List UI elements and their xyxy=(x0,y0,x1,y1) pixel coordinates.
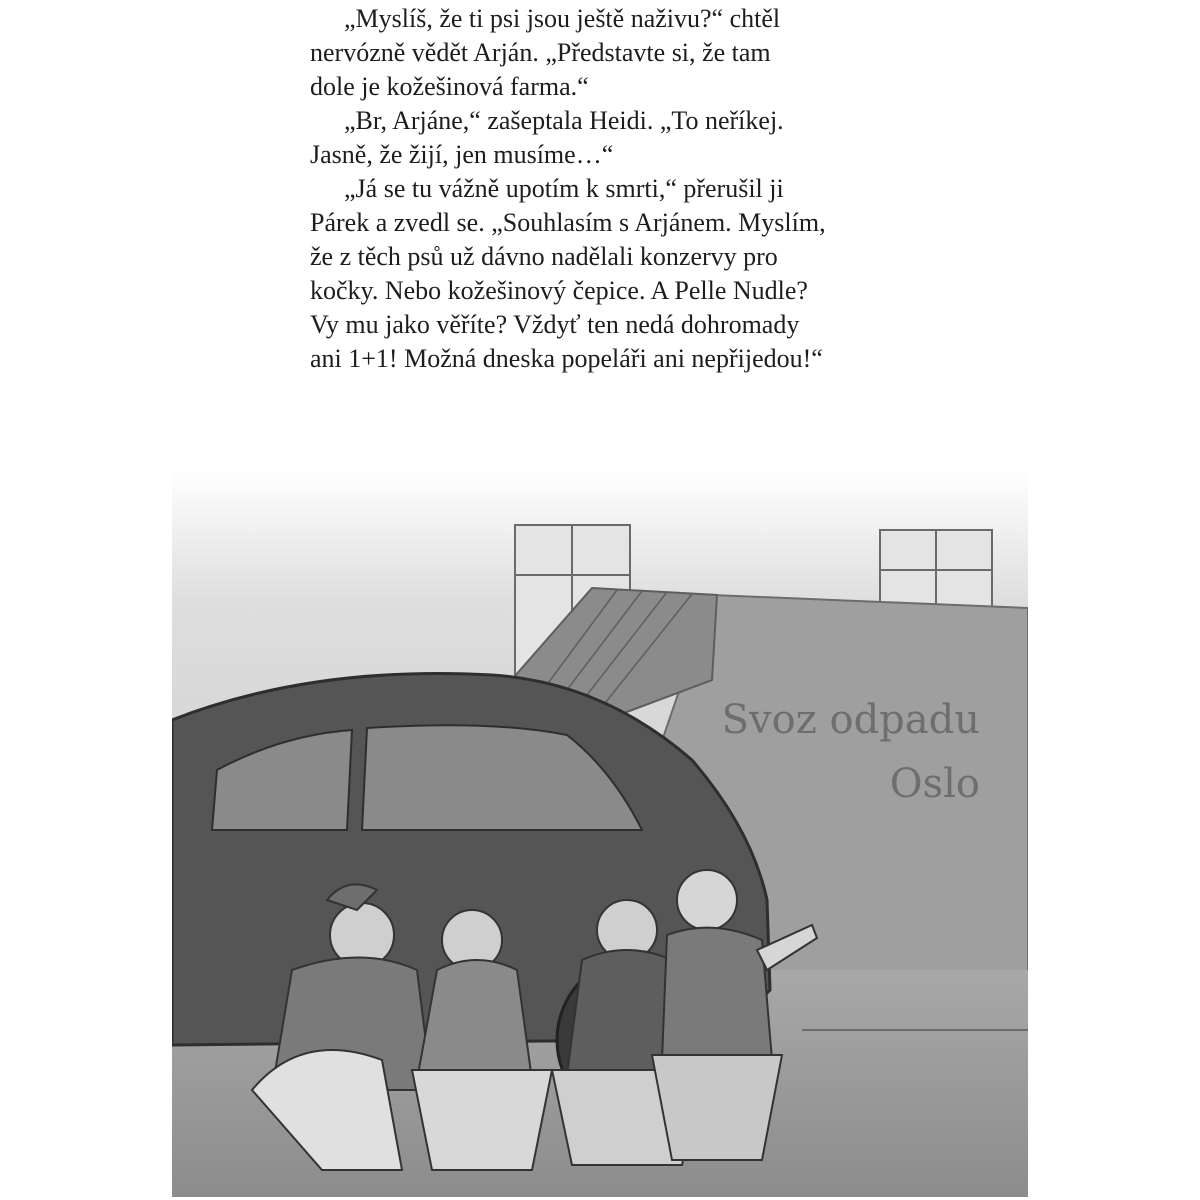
text-line: ani 1+1! Možná dneska popeláři ani nepřijedou!“ xyxy=(310,344,823,373)
truck-lettering xyxy=(660,688,980,816)
text-line: Vy mu jako věříte? Vždyť ten nedá dohromady xyxy=(310,310,800,339)
text-line: „Br, Arjáne,“ zašeptala Heidi. „To neříkej. xyxy=(344,106,784,135)
scene-drawing xyxy=(172,470,1028,1197)
text-line: Jasně, že žijí, jen musíme…“ xyxy=(310,140,614,169)
text-line: že z těch psů už dávno nadělali konzervy pro xyxy=(310,242,778,271)
text-line: nervózně vědět Arján. „Představte si, že tam xyxy=(310,38,771,67)
truck-lettering-line-2: Oslo xyxy=(889,761,980,807)
text-line: kočky. Nebo kožešinový čepice. A Pelle Nudle? xyxy=(310,276,808,305)
text-line: Párek a zvedl se. „Souhlasím s Arjánem. Myslím, xyxy=(310,208,826,237)
text-line: „Myslíš, že ti psi jsou ještě naživu?“ chtěl xyxy=(344,4,781,33)
book-text xyxy=(310,2,930,376)
illustration-garbage-truck-scene xyxy=(172,470,1028,1197)
text-line: dole je kožešinová farma.“ xyxy=(310,72,589,101)
truck-lettering-line-1: Svoz odpadu xyxy=(721,697,980,743)
text-line: „Já se tu vážně upotím k smrti,“ přerušil ji xyxy=(344,174,784,203)
